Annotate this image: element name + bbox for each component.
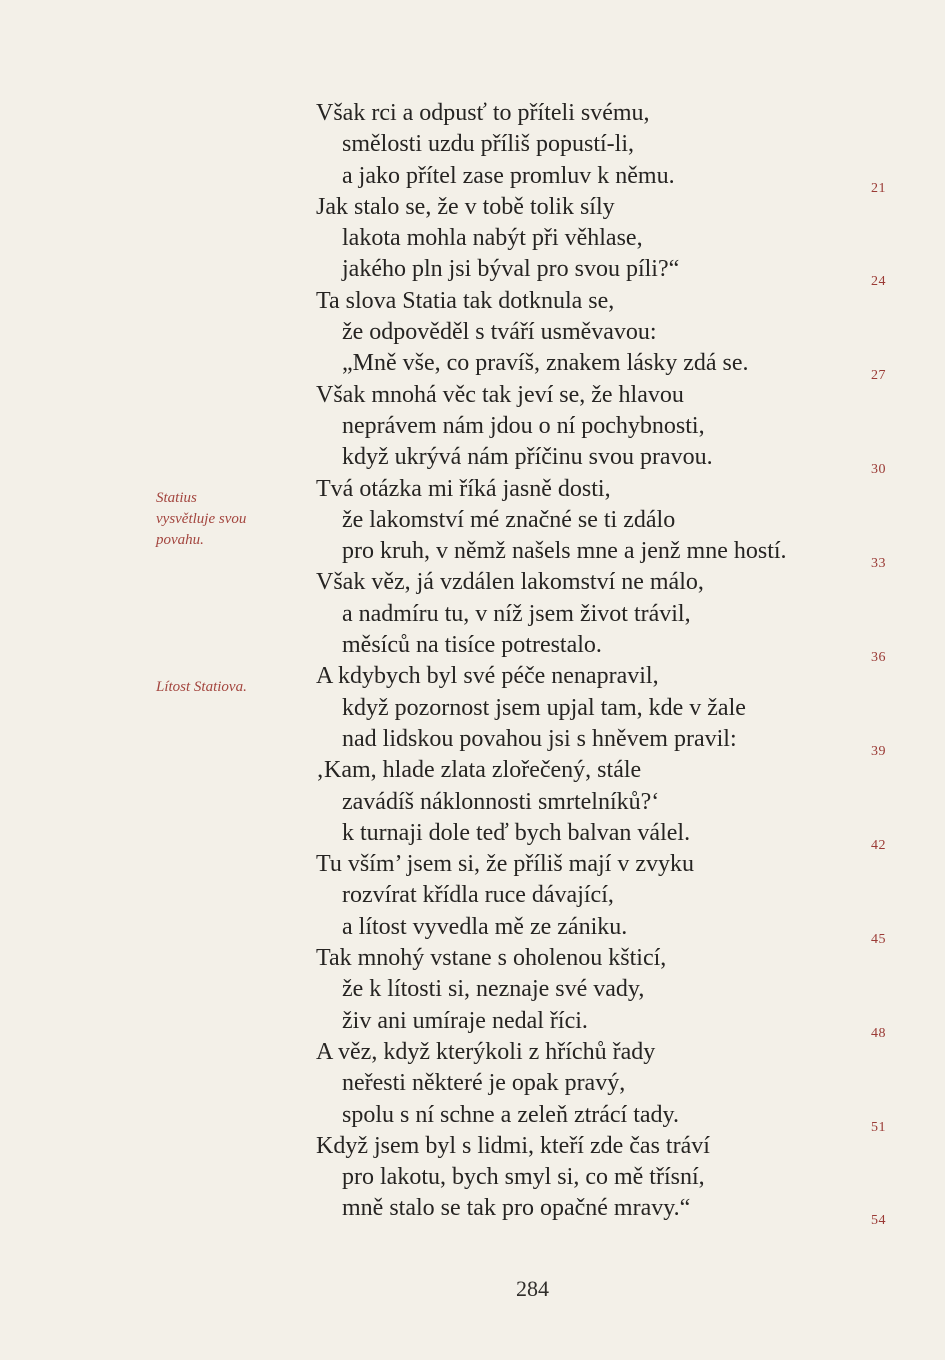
margin-note-statius: Statius vysvětluje svou povahu. — [156, 490, 247, 548]
verse-text: smělosti uzdu příliš popustí-li, — [342, 131, 634, 158]
verse-text: pro kruh, v němž našels mne a jenž mne hostí. — [342, 538, 787, 565]
line-number: 54 — [871, 1213, 886, 1229]
verse-line — [316, 661, 787, 692]
verse-line — [316, 1131, 787, 1162]
verse-text: když pozornost jsem upjal tam, kde v žale — [342, 694, 746, 721]
verse-line — [316, 912, 886, 947]
verse-text: Tu vším’ jsem si, že příliš mají v zvyku — [316, 851, 694, 878]
page-number: 284 — [516, 1276, 549, 1301]
verse-text: jakého pln jsi býval pro svou píli?“ — [342, 256, 680, 283]
verse-text: Tak mnohý vstane s oholenou kšticí, — [316, 945, 667, 972]
verse-line — [316, 380, 787, 411]
line-number: 24 — [871, 274, 886, 290]
verse-line — [316, 536, 886, 572]
verse-line — [316, 599, 787, 630]
verse-text: pro lakotu, bych smyl si, co mě třísní, — [342, 1164, 705, 1191]
verse-line — [316, 317, 787, 348]
line-number: 42 — [871, 837, 886, 853]
verse-text: Však rci a odpusť to příteli svému, — [316, 100, 650, 126]
verse-line — [316, 442, 886, 478]
verse-text: A kdybych byl své péče nenapravil, — [316, 663, 659, 690]
verse-text: Však věz, já vzdálen lakomství ne málo, — [316, 569, 704, 596]
verse-text: že lakomství mé značné se ti zdálo — [342, 506, 676, 533]
verse-text: když ukrývá nám příčinu svou pravou. — [342, 444, 713, 471]
verse-line — [316, 1068, 787, 1099]
verse-line — [316, 818, 886, 853]
verse-text: A věz, když kterýkoli z hříchů řady — [316, 1038, 656, 1065]
verse-text: neřesti některé je opak pravý, — [342, 1070, 626, 1097]
verse-text: že k lítosti si, neznaje své vady, — [342, 976, 645, 1003]
verse-line — [316, 348, 886, 384]
verse-text: k turnaji dole teď bych balvan válel. — [342, 819, 691, 846]
verse-text: a lítost vyvedla mě ze zániku. — [342, 913, 628, 940]
verse-text: ‚Kam, hlade zlata zlořečený, stále — [316, 757, 642, 784]
verse-line — [316, 98, 787, 129]
verse-line — [316, 724, 886, 759]
verse-text: Jak stalo se, že v tobě tolik síly — [316, 193, 615, 220]
verse-text: a jako přítel zase promluv k němu. — [342, 162, 675, 189]
poem-verses — [316, 98, 886, 1229]
verse-line — [316, 693, 787, 724]
verse-text: neprávem nám jdou o ní pochybnosti, — [342, 412, 705, 439]
verse-text: „Mně vše, co pravíš, znakem lásky zdá se. — [342, 350, 749, 377]
verse-text: Ta slova Statia tak dotknula se, — [316, 287, 615, 314]
verse-text: lakota mohla nabýt při věhlase, — [342, 225, 643, 252]
verse-text: mně stalo se tak pro opačné mravy.“ — [342, 1195, 691, 1222]
verse-line — [316, 129, 787, 160]
verse-text: rozvírat křídla ruce dávající, — [342, 882, 614, 909]
line-number: 30 — [871, 462, 886, 478]
verse-line — [316, 1162, 787, 1193]
verse-line — [316, 849, 787, 880]
verse-line — [316, 254, 886, 290]
verse-text: a nadmíru tu, v níž jsem život trávil, — [342, 600, 691, 627]
verse-text: Když jsem byl s lidmi, kteří zde čas tráví — [316, 1132, 710, 1159]
verse-line — [316, 161, 886, 196]
verse-line — [316, 630, 886, 666]
verse-text: Tvá otázka mi říká jasně dosti, — [316, 475, 611, 502]
verse-line — [316, 1037, 787, 1068]
line-number: 33 — [871, 556, 886, 572]
verse-text: Však mnohá věc tak jeví se, že hlavou — [316, 381, 684, 408]
verse-line — [316, 755, 787, 786]
verse-line — [316, 474, 787, 505]
verse-line — [316, 411, 787, 442]
verse-text: že odpověděl s tváří usměvavou: — [342, 319, 657, 346]
verse-line — [316, 505, 787, 536]
verse-line — [316, 286, 787, 317]
verse-line — [316, 223, 787, 254]
verse-line — [316, 1006, 886, 1041]
line-number: 21 — [871, 180, 886, 196]
verse-text: nad lidskou povahou jsi s hněvem pravil: — [342, 725, 737, 752]
verse-line — [316, 787, 787, 818]
line-number: 51 — [871, 1119, 886, 1135]
verse-line — [316, 974, 787, 1005]
verse-text: měsíců na tisíce potrestalo. — [342, 632, 602, 659]
line-number: 39 — [871, 743, 886, 759]
margin-note-litost: Lítost Statiova. — [156, 679, 247, 695]
line-number: 45 — [871, 931, 886, 947]
line-number: 48 — [871, 1025, 886, 1041]
verse-line — [316, 943, 787, 974]
verse-line — [316, 880, 787, 911]
line-number: 27 — [871, 368, 886, 384]
verse-text: živ ani umíraje nedal říci. — [342, 1007, 588, 1034]
verse-text: zavádíš náklonnosti smrtelníků?‘ — [342, 788, 660, 815]
verse-line — [316, 1100, 886, 1135]
verse-line — [316, 192, 787, 223]
line-number: 36 — [871, 650, 886, 666]
verse-text: spolu s ní schne a zeleň ztrácí tady. — [342, 1101, 679, 1128]
verse-line — [316, 567, 787, 598]
verse-line — [316, 1193, 886, 1229]
